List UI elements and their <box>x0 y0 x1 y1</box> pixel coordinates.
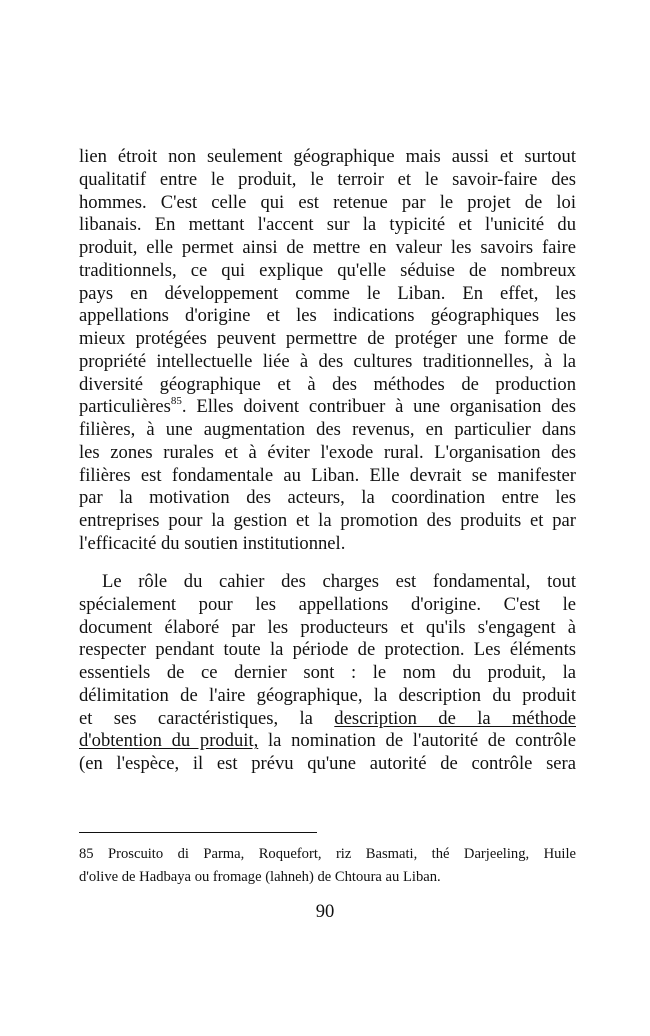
text-run: lien étroit non seulement géographique mais aussi et surtout <box>79 146 576 167</box>
text-run: particulières <box>79 396 171 418</box>
text-run: par la motivation des acteurs, la coordination entre les <box>79 487 576 509</box>
text-run: (en l'espèce, il est prévu qu'une autorité de contrôle sera <box>79 753 576 774</box>
text-line <box>79 465 576 488</box>
text-run: produit, elle permet ainsi de mettre en valeur les savoirs faire <box>79 237 576 258</box>
body-paragraph-1 <box>79 146 576 556</box>
text-run: traditionnels, ce qui explique qu'elle séduise de nombreux <box>79 259 576 281</box>
text-line <box>79 396 576 419</box>
text-run: filières est fondamentale au Liban. Elle devrait se manifester <box>79 464 576 486</box>
text-line <box>79 351 576 374</box>
text-line <box>79 237 576 260</box>
text-line <box>79 753 576 776</box>
text-run: filières, à une augmentation des revenus, en particulier dans <box>79 419 576 440</box>
text-run: mieux protégées peuvent permettre de protéger une forme de <box>79 328 576 349</box>
text-line <box>79 533 576 556</box>
text-line <box>79 146 576 169</box>
text-line <box>79 685 576 708</box>
text-line <box>79 442 576 465</box>
underlined-text: d'obtention du produit, <box>79 730 259 752</box>
text-line <box>79 305 576 328</box>
text-line <box>79 260 576 283</box>
underlined-text: description de la méthode <box>334 707 576 729</box>
text-run: d'olive de Hadbaya ou fromage (lahneh) de Chtoura au Liban. <box>79 868 441 885</box>
text-line <box>79 487 576 510</box>
footnote-reference: 85 <box>170 395 182 408</box>
text-run: l'efficacité du soutien institutionnel. <box>79 532 346 554</box>
text-run: et ses caractéristiques, la <box>79 707 335 729</box>
text-run: entreprises pour la gestion et la promotion des produits et par <box>79 510 576 531</box>
text-run: les zones rurales et à éviter l'exode rural. L'organisation des <box>79 441 576 463</box>
body-paragraph-2 <box>79 571 576 776</box>
text-run: 85 Proscuito di Parma, Roquefort, riz Basmati, thé Darjeeling, Huile <box>79 846 576 862</box>
text-run: propriété intellectuelle liée à des cultures traditionnelles, à la <box>79 350 576 372</box>
text-run: libanais. En mettant l'accent sur la typicité et l'unicité du <box>79 214 576 236</box>
text-line <box>79 708 576 731</box>
text-run: pays en développement comme le Liban. En effet, les <box>79 282 576 304</box>
text-line <box>79 571 576 594</box>
text-line <box>79 730 576 753</box>
text-run: . Elles doivent contribuer à une organisation des <box>181 396 576 418</box>
text-run: la nomination de l'autorité de contrôle <box>258 730 576 752</box>
text-run: essentiels de ce dernier sont : le nom du produit, la <box>79 662 576 683</box>
text-line <box>79 868 576 891</box>
text-line <box>79 639 576 662</box>
text-run: qualitatif entre le produit, le terroir et le savoir-faire des <box>79 168 576 190</box>
text-line <box>79 510 576 533</box>
text-run: Le rôle du cahier des charges est fondamental, tout <box>102 571 576 592</box>
text-run: spécialement pour les appellations d'origine. C'est le <box>79 593 576 615</box>
text-line <box>79 328 576 351</box>
text-run: délimitation de l'aire géographique, la description du produit <box>79 684 576 706</box>
text-run: diversité géographique et à des méthodes de production <box>79 373 576 395</box>
text-line <box>79 283 576 306</box>
text-run: document élaboré par les producteurs et qu'ils s'engagent à <box>79 616 576 638</box>
text-line <box>79 617 576 640</box>
page-number: 90 <box>315 901 335 922</box>
text-line <box>79 192 576 215</box>
text-line <box>79 662 576 685</box>
text-line <box>79 845 576 868</box>
text-run: appellations d'origine et les indications géographiques les <box>79 305 576 327</box>
text-line <box>79 169 576 192</box>
text-run: hommes. C'est celle qui est retenue par le projet de loi <box>79 191 576 213</box>
text-run: respecter pendant toute la période de protection. Les éléments <box>79 639 576 661</box>
footnote-separator <box>79 832 317 833</box>
text-line <box>79 419 576 442</box>
footnote <box>79 845 576 891</box>
text-line <box>79 214 576 237</box>
text-line <box>79 374 576 397</box>
text-line <box>79 594 576 617</box>
